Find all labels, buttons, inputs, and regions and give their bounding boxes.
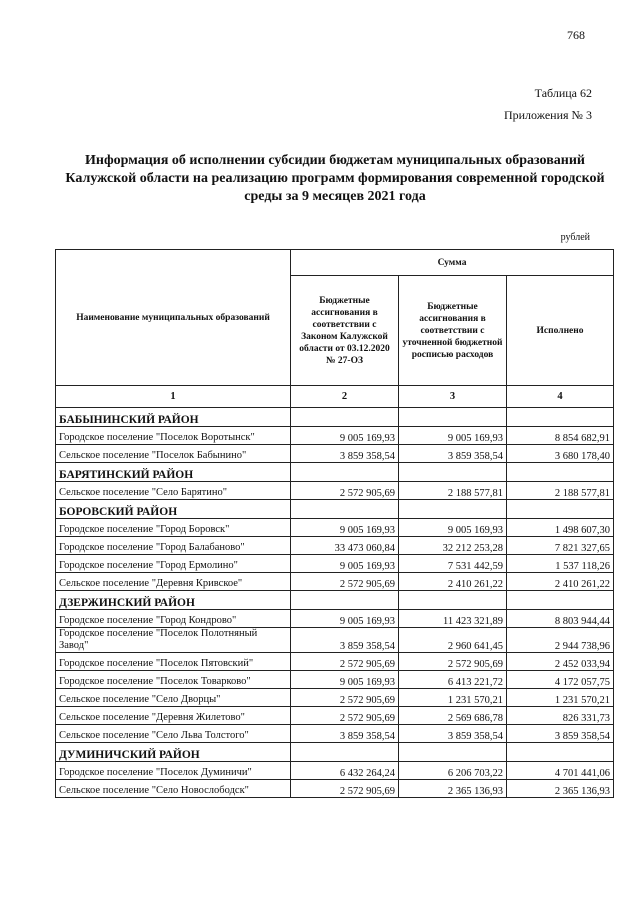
table-row xyxy=(56,427,614,445)
empty-cell xyxy=(399,591,507,610)
budget-revised-amount: 2 960 641,45 xyxy=(399,628,507,653)
column-number: 2 xyxy=(291,386,399,408)
budget-revised-amount: 7 531 442,59 xyxy=(399,555,507,573)
budget-law-amount: 6 432 264,24 xyxy=(291,762,399,780)
table-row xyxy=(56,610,614,628)
budget-revised-amount: 9 005 169,93 xyxy=(399,427,507,445)
subsidy-table xyxy=(55,249,614,798)
empty-cell xyxy=(507,463,614,482)
executed-amount: 826 331,73 xyxy=(507,707,614,725)
municipality-name: Городское поселение "Город Кондрово" xyxy=(56,610,291,628)
executed-amount: 1 498 607,30 xyxy=(507,519,614,537)
budget-law-amount: 33 473 060,84 xyxy=(291,537,399,555)
executed-amount: 4 172 057,75 xyxy=(507,671,614,689)
municipality-name: Сельское поселение "Деревня Жилетово" xyxy=(56,707,291,725)
empty-cell xyxy=(291,743,399,762)
district-name: ДУМИНИЧСКИЙ РАЙОН xyxy=(56,743,291,762)
municipality-name: Сельское поселение "Деревня Кривское" xyxy=(56,573,291,591)
budget-revised-amount: 2 365 136,93 xyxy=(399,780,507,798)
table-row xyxy=(56,482,614,500)
column-number: 3 xyxy=(399,386,507,408)
executed-amount: 2 188 577,81 xyxy=(507,482,614,500)
empty-cell xyxy=(291,591,399,610)
executed-amount: 4 701 441,06 xyxy=(507,762,614,780)
table-row xyxy=(56,445,614,463)
table-row xyxy=(56,537,614,555)
executed-amount: 1 231 570,21 xyxy=(507,689,614,707)
empty-cell xyxy=(399,500,507,519)
budget-revised-amount: 2 572 905,69 xyxy=(399,653,507,671)
district-row xyxy=(56,743,614,762)
budget-law-amount: 2 572 905,69 xyxy=(291,689,399,707)
table-row xyxy=(56,762,614,780)
budget-revised-amount: 3 859 358,54 xyxy=(399,445,507,463)
executed-amount: 2 944 738,96 xyxy=(507,628,614,653)
municipality-name: Городское поселение "Город Балабаново" xyxy=(56,537,291,555)
budget-law-amount: 2 572 905,69 xyxy=(291,780,399,798)
municipality-name: Городское поселение "Город Боровск" xyxy=(56,519,291,537)
budget-revised-amount: 2 188 577,81 xyxy=(399,482,507,500)
page-number: 768 xyxy=(567,28,585,42)
units-label: рублей xyxy=(560,232,590,243)
budget-law-amount: 9 005 169,93 xyxy=(291,519,399,537)
empty-cell xyxy=(399,463,507,482)
empty-cell xyxy=(291,463,399,482)
annex-label: Приложения № 3 xyxy=(503,108,592,122)
empty-cell xyxy=(507,408,614,427)
budget-law-amount: 2 572 905,69 xyxy=(291,707,399,725)
budget-law-amount: 2 572 905,69 xyxy=(291,653,399,671)
municipality-name: Городское поселение "Поселок Думиничи" xyxy=(56,762,291,780)
table-row xyxy=(56,653,614,671)
budget-revised-amount: 1 231 570,21 xyxy=(399,689,507,707)
empty-cell xyxy=(507,591,614,610)
header-col4: Исполнено xyxy=(507,276,614,386)
empty-cell xyxy=(291,408,399,427)
empty-cell xyxy=(507,500,614,519)
budget-law-amount: 3 859 358,54 xyxy=(291,725,399,743)
executed-amount: 8 854 682,91 xyxy=(507,427,614,445)
table-row xyxy=(56,725,614,743)
table-row xyxy=(56,555,614,573)
table-row xyxy=(56,707,614,725)
budget-revised-amount: 6 206 703,22 xyxy=(399,762,507,780)
district-row xyxy=(56,463,614,482)
budget-law-amount: 9 005 169,93 xyxy=(291,427,399,445)
municipality-name: Городское поселение "Поселок Воротынск" xyxy=(56,427,291,445)
budget-revised-amount: 11 423 321,89 xyxy=(399,610,507,628)
budget-law-amount: 9 005 169,93 xyxy=(291,671,399,689)
empty-cell xyxy=(399,408,507,427)
municipality-name: Сельское поселение "Село Новослободск" xyxy=(56,780,291,798)
table-row xyxy=(56,628,614,653)
municipality-name: Городское поселение "Город Ермолино" xyxy=(56,555,291,573)
budget-revised-amount: 6 413 221,72 xyxy=(399,671,507,689)
municipality-name: Сельское поселение "Село Льва Толстого" xyxy=(56,725,291,743)
municipality-name: Сельское поселение "Село Барятино" xyxy=(56,482,291,500)
executed-amount: 2 410 261,22 xyxy=(507,573,614,591)
budget-law-amount: 3 859 358,54 xyxy=(291,628,399,653)
district-name: БАБЫНИНСКИЙ РАЙОН xyxy=(56,408,291,427)
header-name: Наименование муниципальных образований xyxy=(56,250,291,386)
table-row xyxy=(56,689,614,707)
header-sum: Сумма xyxy=(291,250,614,276)
header-col2: Бюджетные ассигнования в соответствии с Законом Калужской области от 03.12.2020 № 27-ОЗ xyxy=(291,276,399,386)
budget-law-amount: 2 572 905,69 xyxy=(291,482,399,500)
executed-amount: 8 803 944,44 xyxy=(507,610,614,628)
budget-law-amount: 3 859 358,54 xyxy=(291,445,399,463)
budget-revised-amount: 2 569 686,78 xyxy=(399,707,507,725)
table-row xyxy=(56,519,614,537)
district-row xyxy=(56,408,614,427)
column-number: 1 xyxy=(56,386,291,408)
executed-amount: 2 365 136,93 xyxy=(507,780,614,798)
budget-revised-amount: 32 212 253,28 xyxy=(399,537,507,555)
municipality-name: Городское поселение "Поселок Полотняный Завод" xyxy=(56,628,291,653)
budget-law-amount: 2 572 905,69 xyxy=(291,573,399,591)
executed-amount: 3 859 358,54 xyxy=(507,725,614,743)
district-name: БОРОВСКИЙ РАЙОН xyxy=(56,500,291,519)
table-row xyxy=(56,671,614,689)
table-row xyxy=(56,780,614,798)
municipality-name: Сельское поселение "Село Дворцы" xyxy=(56,689,291,707)
empty-cell xyxy=(399,743,507,762)
header-col3: Бюджетные ассигнования в соответствии с уточненной бюджетной росписью расходов xyxy=(399,276,507,386)
municipality-name: Городское поселение "Поселок Пятовский" xyxy=(56,653,291,671)
district-name: ДЗЕРЖИНСКИЙ РАЙОН xyxy=(56,591,291,610)
executed-amount: 7 821 327,65 xyxy=(507,537,614,555)
budget-law-amount: 9 005 169,93 xyxy=(291,610,399,628)
budget-law-amount: 9 005 169,93 xyxy=(291,555,399,573)
district-name: БАРЯТИНСКИЙ РАЙОН xyxy=(56,463,291,482)
column-number: 4 xyxy=(507,386,614,408)
executed-amount: 2 452 033,94 xyxy=(507,653,614,671)
municipality-name: Сельское поселение "Поселок Бабынино" xyxy=(56,445,291,463)
district-row xyxy=(56,500,614,519)
executed-amount: 3 680 178,40 xyxy=(507,445,614,463)
municipality-name: Городское поселение "Поселок Товарково" xyxy=(56,671,291,689)
empty-cell xyxy=(291,500,399,519)
budget-revised-amount: 2 410 261,22 xyxy=(399,573,507,591)
table-label: Таблица 62 xyxy=(534,86,592,100)
district-row xyxy=(56,591,614,610)
document-title: Информация об исполнении субсидии бюджетам муниципальных образований Калужской области на реализацию программ формирования современной городской среды за 9 месяцев 2021 года xyxy=(65,153,605,204)
executed-amount: 1 537 118,26 xyxy=(507,555,614,573)
budget-revised-amount: 9 005 169,93 xyxy=(399,519,507,537)
empty-cell xyxy=(507,743,614,762)
table-body xyxy=(56,408,614,798)
budget-revised-amount: 3 859 358,54 xyxy=(399,725,507,743)
table-row xyxy=(56,573,614,591)
